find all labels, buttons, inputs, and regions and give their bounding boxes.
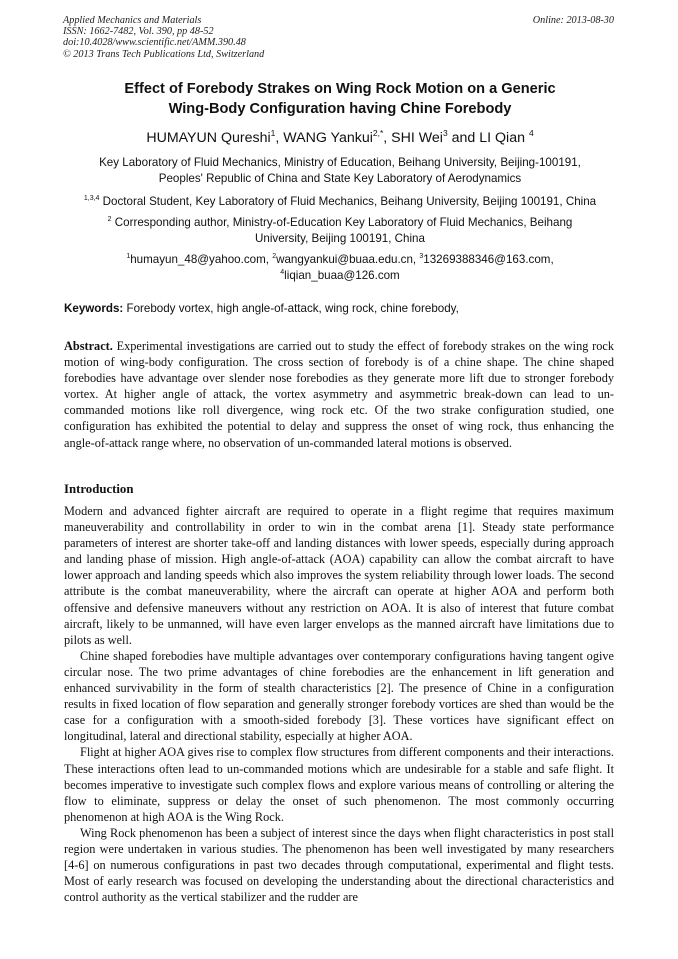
author-2-sup: 2,* xyxy=(372,128,384,138)
doi-line: doi:10.4028/www.scientific.net/AMM.390.48 xyxy=(63,37,246,49)
author-4-sup: 4 xyxy=(528,128,534,138)
paragraph: Chine shaped forebodies have multiple advantages over contemporary configurations having tangent ogive circular nose. The two prime advantages of chine forebodies are the enhancement in lift generation and enhanced survivability in the form of stealth characteristics [2]. The presence of Chine in a configuration results in fixed location of flow separation and generally stronger forebody vortices are shed than would be the case for a configuration with a smooth-sided forebody [3]. These vortices have significant effect on longitudinal, lateral and directional stability, especially at higher AOA. xyxy=(64,648,614,744)
affiliation-main-line-1: Key Laboratory of Fluid Mechanics, Ministry of Education, Beihang University, Beijing-100191, xyxy=(99,156,581,169)
keywords-label: Keywords: xyxy=(64,302,124,315)
author-separator: , xyxy=(383,130,392,146)
affiliation-corresponding-line-2: University, Beijing 100191, China xyxy=(255,231,425,245)
affiliation-students-text: Doctoral Student, Key Laboratory of Fluid Mechanics, Beihang University, Beijing 100191, China xyxy=(99,195,597,208)
email-2: wangyankui@buaa.edu.cn, xyxy=(276,253,420,266)
paragraph: Wing Rock phenomenon has been a subject of interest since the days when flight characteristics in post stall region were undertaken in various studies. The phenomenon has been well investigated by many researchers [4-6] on numerous configurations in past two decades through computational, experimental and flight tests. Most of early research was focused on developing the understanding about the directional characteristics and control authority as the vertical stabilizer and the rudder are xyxy=(64,825,614,905)
introduction-body xyxy=(64,503,614,905)
journal-name: Applied Mechanics and Materials xyxy=(63,15,202,26)
email-4: liqian_buaa@126.com xyxy=(284,268,400,282)
affiliation-students-sup: 1,3,4 xyxy=(83,195,100,202)
affiliation-corresponding xyxy=(60,215,620,246)
author-3: SHI Wei xyxy=(391,130,443,146)
author-1: HUMAYUN Qureshi xyxy=(146,130,271,146)
author-list xyxy=(60,129,620,147)
copyright-line: © 2013 Trans Tech Publications Ltd, Switzerland xyxy=(63,48,265,60)
paragraph: Modern and advanced fighter aircraft are required to operate in a flight regime that requires maximum maneuverability and controllability in order to win in the combat arena [1]. Steady state performance parameters of interest are shorter take-off and landing distances with lower speeds, especially during approach and landing phase of mission. High angle-of-attack (AOA) capability can allow the combat aircraft to have lower approach and landing speeds which also improves the system reliability through lower loads. The second attribute is the combat maneuverability, where the aircraft can operate at higher AOA and perform both offensive and defensive maneuvers without any restriction on AOA. It is also of interest that future combat aircraft, likely to be unmanned, will have even larger envelops as the manned aircraft have limitations due to pilots as well. xyxy=(64,504,614,647)
author-2: WANG Yankui xyxy=(283,130,373,146)
author-1-sup: 1 xyxy=(270,128,276,138)
affiliation-main-line-2: Peoples' Republic of China and State Key Laboratory of Aerodynamics xyxy=(158,171,522,185)
paragraph: Flight at higher AOA gives rise to complex flow structures from different components and their interactions. These interactions often lead to un-commanded motions which are undesirable for a stable and safe flight. It becomes imperative to investigate such complex flows and explore various means of controlling or altering the flow to eliminate, suppress or delay the onset of such phenomenon. The most commonly occurring phenomenon at high AOA is the Wing Rock. xyxy=(64,745,614,824)
abstract-label: Abstract. xyxy=(64,339,113,353)
title-line-2: Wing-Body Configuration having Chine Forebody xyxy=(168,100,512,117)
journal-header xyxy=(63,15,264,60)
online-date: Online: 2013-08-30 xyxy=(532,15,614,26)
author-3-sup: 3 xyxy=(442,128,448,138)
abstract xyxy=(64,338,614,451)
affiliation-students xyxy=(60,194,620,210)
author-separator: , xyxy=(275,130,284,146)
email-3-sup: 3 xyxy=(419,253,424,260)
keywords xyxy=(64,301,624,316)
title-line-1: Effect of Forebody Strakes on Wing Rock Motion on a Generic xyxy=(124,81,556,97)
email-list xyxy=(60,252,620,283)
introduction-heading: Introduction xyxy=(64,482,134,496)
email-2-sup: 2 xyxy=(272,253,277,260)
keywords-text: Forebody vortex, high angle-of-attack, wing rock, chine forebody, xyxy=(123,302,459,315)
affiliation-corresponding-line-1: Corresponding author, Ministry-of-Education Key Laboratory of Fluid Mechanics, Beihang xyxy=(111,216,573,229)
author-and: and xyxy=(447,130,480,146)
abstract-text: Experimental investigations are carried out to study the effect of forebody strakes on the wing rock motion of wing-body configuration. The cross section of forebody is of a chine shape. The chine shaped forebodies have advantage over slender nose forebodies as they generate more lift due to stronger forebody vortex. At higher angle of attack, the vortex asymmetry and asymmetric break-down can lead to un-commanded motions like roll divergence, wing rock etc. Of the two strake configuration studied, one configuration has exhibited the potential to delay and suppress the onset of wing rock, thus enhancing the angle-of-attack range where, no observation of un-commanded lateral motions is observed. xyxy=(64,339,614,450)
email-3: 13269388346@163.com, xyxy=(423,253,554,266)
affiliation-corresponding-sup: 2 xyxy=(107,216,112,223)
affiliation-main xyxy=(60,155,620,186)
email-4-sup: 4 xyxy=(280,268,285,276)
paper-title xyxy=(60,80,620,119)
email-1-sup: 1 xyxy=(126,253,131,260)
email-1: humayun_48@yahoo.com, xyxy=(130,253,273,266)
author-4: LI Qian xyxy=(479,130,529,146)
issn-line: ISSN: 1662-7482, Vol. 390, pp 48-52 xyxy=(63,26,214,38)
